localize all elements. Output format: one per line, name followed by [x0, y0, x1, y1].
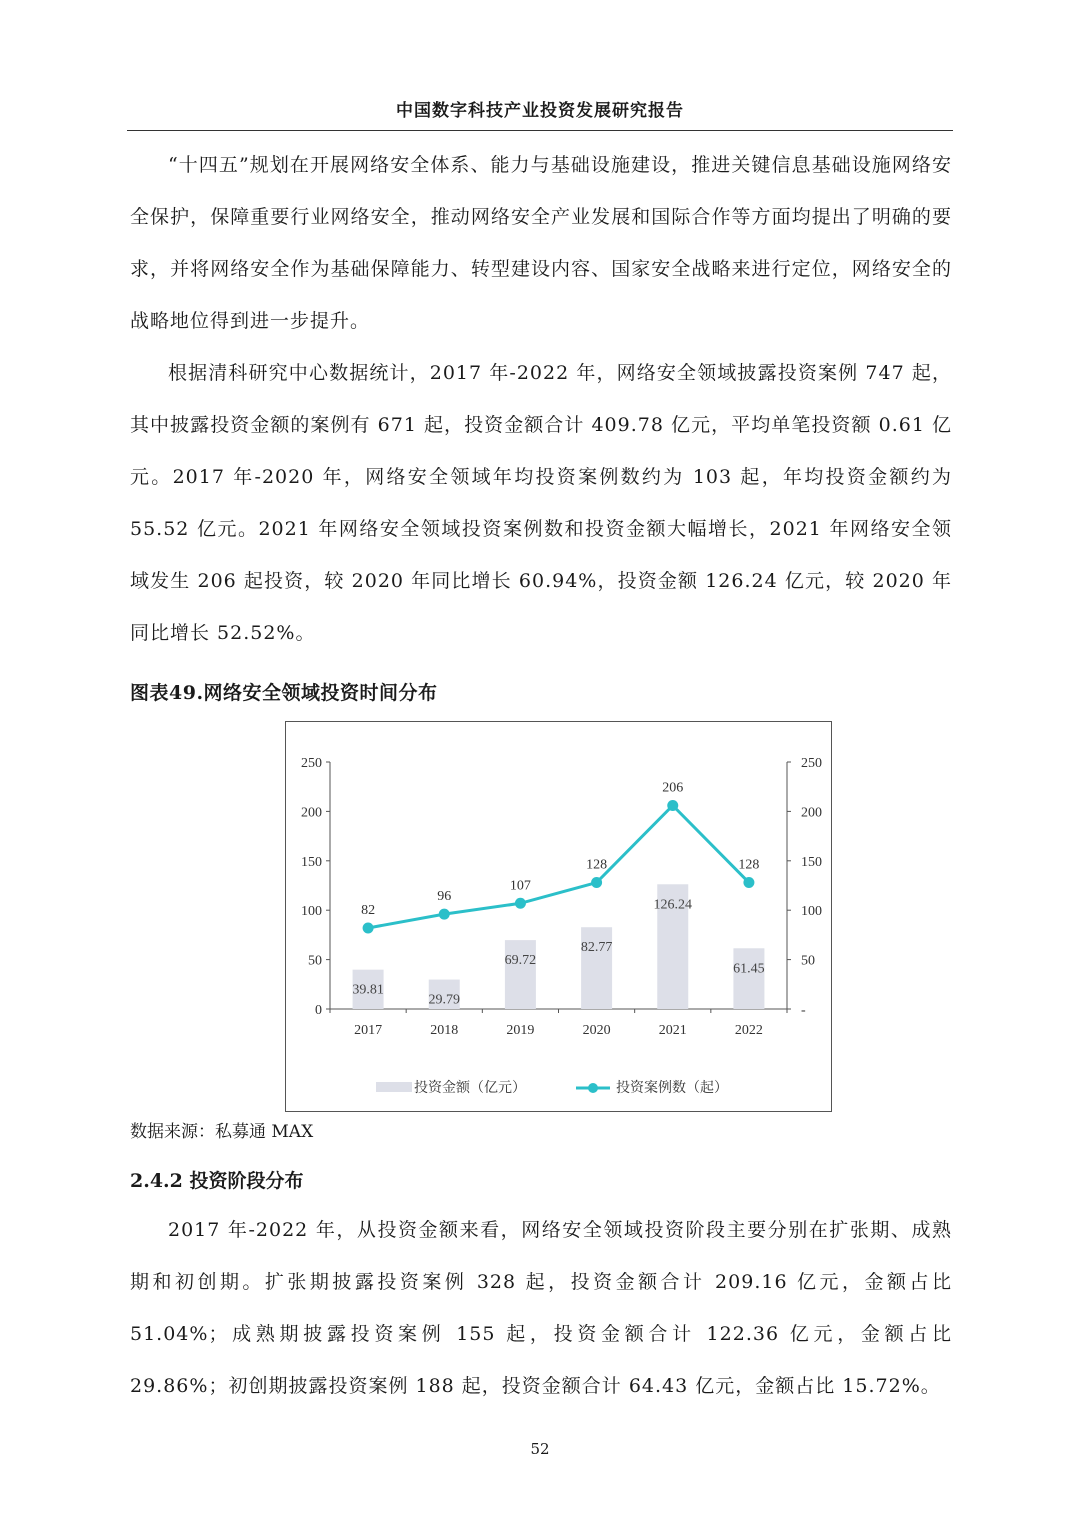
x-tick-label: 2022: [734, 1023, 763, 1038]
line-point-2018: [439, 909, 450, 920]
right-tick-label: 100: [801, 904, 822, 920]
paragraph-stages: 2017 年-2022 年，从投资金额来看，网络安全领域投资阶段主要分别在扩张期、成熟期和初创期。扩张期披露投资案例 328 起，投资金额合计 209.16 亿元，金额占比 51.04%；成熟期披露投资案例 155 起，投资金额合计 122.36 亿元，金额占比 29.86%；初创期披露投资案例 188 起，投资金额合计 64.43 亿元，金额占比 15.72%。: [130, 1219, 952, 1397]
line-point-2021: [667, 800, 678, 811]
line-point-2017: [363, 922, 374, 933]
legend-line-marker: [588, 1083, 598, 1093]
left-tick-label: 50: [308, 953, 322, 969]
bar-value-label: 61.45: [733, 961, 765, 977]
bar-2022: [733, 948, 764, 1009]
line-point-2019: [515, 898, 526, 909]
right-tick-label: 50: [801, 953, 815, 969]
line-value-label: 82: [361, 902, 376, 918]
x-tick-label: 2017: [354, 1023, 383, 1038]
line-value-label: 128: [586, 857, 608, 873]
line-value-label: 128: [738, 857, 760, 873]
chart-canvas: [286, 722, 833, 1113]
x-tick-label: 2018: [430, 1023, 459, 1038]
legend-line-label: 投资案例数（起）: [616, 1081, 728, 1096]
investment-chart: [285, 721, 832, 1112]
line-point-2020: [591, 877, 602, 888]
x-tick-label: 2020: [582, 1023, 611, 1038]
left-tick-label: 100: [301, 904, 322, 920]
header-divider: [127, 130, 953, 131]
left-tick-label: 0: [315, 1003, 322, 1018]
bar-value-label: 69.72: [504, 953, 537, 969]
bar-value-label: 126.24: [653, 897, 692, 913]
left-tick-label: 200: [301, 805, 322, 821]
data-source: 数据来源：私募通 MAX: [130, 1122, 314, 1142]
line-value-label: 107: [509, 878, 531, 894]
left-tick-label: 250: [301, 756, 322, 771]
page-header-title: 中国数字科技产业投资发展研究报告: [396, 101, 684, 121]
right-tick-label: -: [801, 1003, 806, 1018]
right-tick-label: 200: [801, 805, 822, 821]
bar-value-label: 29.79: [428, 992, 460, 1008]
bar-2019: [505, 940, 536, 1009]
left-tick-label: 150: [301, 854, 322, 870]
right-tick-label: 250: [801, 756, 822, 771]
legend-bar-label: 投资金额（亿元）: [414, 1081, 526, 1096]
page-number: 52: [530, 1440, 550, 1458]
bar-value-label: 39.81: [352, 982, 384, 998]
line-value-label: 206: [662, 780, 684, 796]
figure-caption: 图表49.网络安全领域投资时间分布: [130, 682, 438, 704]
section-heading: 2.4.2 投资阶段分布: [130, 1170, 304, 1192]
right-tick-label: 150: [801, 854, 822, 870]
paragraph-statistics: 根据清科研究中心数据统计，2017 年-2022 年，网络安全领域披露投资案例 747 起，其中披露投资金额的案例有 671 起，投资金额合计 409.78 亿元，平均单笔投资额 0.61 亿元。2017 年-2020 年，网络安全领域年均投资案例数约为 103 起，年均投资金额约为 55.52 亿元。2021 年网络安全领域投资案例数和投资金额大幅增长，2021 年网络安全领域发生 206 起投资，较 2020 年同比增长 60.94%，投资金额 126.24 亿元，较 2020 年同比增长 52.52%。: [130, 362, 952, 644]
line-value-label: 96: [437, 889, 452, 905]
x-tick-label: 2021: [658, 1023, 687, 1038]
line-point-2022: [743, 877, 754, 888]
bar-value-label: 82.77: [580, 940, 613, 956]
x-tick-label: 2019: [506, 1023, 535, 1038]
paragraph-policy: “十四五”规划在开展网络安全体系、能力与基础设施建设，推进关键信息基础设施网络安全保护，保障重要行业网络安全，推动网络安全产业发展和国际合作等方面均提出了明确的要求，并将网络安全作为基础保障能力、转型建设内容、国家安全战略来进行定位，网络安全的战略地位得到进一步提升。: [130, 154, 952, 332]
legend-bar-swatch: [376, 1082, 412, 1092]
